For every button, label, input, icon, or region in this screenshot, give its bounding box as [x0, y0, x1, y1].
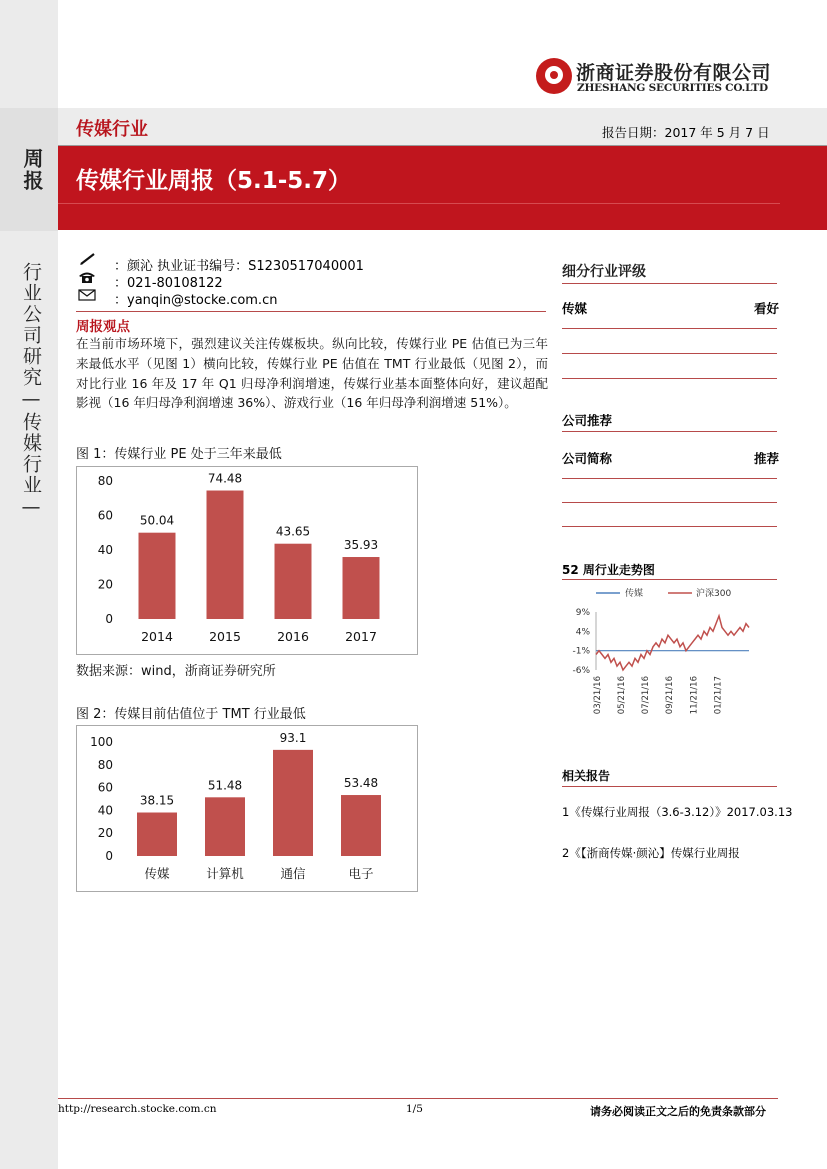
bar-data-label: 93.1	[279, 730, 307, 745]
bar	[205, 797, 245, 856]
fig1-caption: 图 1：传媒行业 PE 处于三年来最低	[76, 447, 282, 462]
x-tick-label: 07/21/16	[641, 676, 652, 715]
rating-row-rule	[562, 378, 777, 379]
y-tick-label: 40	[97, 803, 113, 818]
company-name-en: ZHESHANG SECURITIES CO.LTD	[577, 82, 768, 94]
bar-data-label: 53.48	[343, 776, 379, 791]
company-heading: 公司推荐	[562, 413, 613, 428]
bar	[343, 557, 380, 619]
company-row-rule	[562, 502, 777, 503]
trend-heading-rule	[562, 579, 777, 580]
footer-page-number: 1/5	[406, 1103, 423, 1115]
rating-heading-rule	[562, 283, 777, 284]
rating-value: 看好	[754, 301, 780, 316]
company-row-rule	[562, 526, 777, 527]
fig2-chart	[77, 726, 417, 891]
x-tick-label: 03/21/16	[593, 676, 603, 715]
report-date: 报告日期：2017 年 5 月 7 日	[602, 125, 770, 140]
y-tick-label: 60	[97, 780, 113, 795]
y-tick-label: 20	[97, 826, 113, 841]
company-col1: 公司简称	[562, 451, 613, 466]
legend-label-hs300: 沪深300	[696, 589, 732, 599]
footer-rule	[58, 1098, 778, 1099]
bar-data-label: 51.48	[207, 778, 243, 793]
y-tick-label: 40	[97, 543, 113, 557]
bar	[139, 533, 176, 619]
related-report-2[interactable]: 2《【浙商传媒·颜沁】传媒行业周报	[562, 846, 740, 860]
bar	[137, 813, 177, 856]
phone-icon	[78, 270, 96, 284]
x-tick-label: 计算机	[206, 866, 244, 881]
analyst-name-line: ：颜沁 执业证书编号：S1230517040001	[114, 259, 364, 274]
related-report-1[interactable]: 1《传媒行业周报（3.6-3.12）》2017.03.13	[562, 805, 793, 819]
bar-data-label: 43.65	[275, 524, 311, 539]
fig1-chart	[77, 467, 417, 654]
company-name-cn: 浙商证券股份有限公司	[576, 62, 772, 84]
y-tick-label: 80	[97, 757, 113, 772]
x-tick-label: 01/21/17	[713, 676, 724, 715]
y-tick-label: 60	[97, 508, 113, 523]
bar-data-label: 50.04	[139, 513, 175, 528]
analyst-email[interactable]: ：yanqin@stocke.com.cn	[114, 293, 278, 308]
rating-industry: 传媒	[562, 301, 588, 316]
y-tick-label: 100	[90, 735, 113, 749]
industry-label: 传媒行业	[76, 119, 148, 140]
x-tick-label: 2016	[277, 629, 309, 644]
bar-data-label: 74.48	[207, 471, 243, 486]
title-band-line	[58, 203, 780, 204]
bar	[207, 491, 244, 619]
divider	[76, 311, 546, 312]
fig1-source: 数据来源：wind，浙商证券研究所	[76, 664, 276, 679]
side-top-label: 周报	[20, 148, 44, 192]
x-tick-label: 09/21/16	[665, 676, 676, 715]
side-vertical-label: 行业公司研究—传媒行业—	[20, 262, 42, 520]
rating-row-rule	[562, 353, 777, 354]
bar	[273, 750, 313, 856]
legend-label-media: 传媒	[625, 589, 644, 599]
related-heading: 相关报告	[562, 769, 611, 783]
y-tick-label: -1%	[572, 646, 590, 657]
bar	[341, 795, 381, 856]
bar-data-label: 38.15	[139, 793, 175, 808]
y-tick-label: 9%	[575, 608, 590, 618]
company-col2: 推荐	[754, 451, 780, 466]
viewpoint-heading: 周报观点	[76, 319, 130, 335]
series-line-hs300	[596, 616, 749, 670]
page-title: 传媒行业周报（5.1-5.7）	[76, 168, 352, 194]
y-tick-label: 0	[105, 849, 113, 863]
rating-heading: 细分行业评级	[562, 264, 646, 280]
bar-data-label: 35.93	[343, 538, 379, 553]
trend-chart	[562, 582, 777, 722]
fig2-chart-frame	[76, 725, 418, 892]
company-row-rule	[562, 478, 777, 479]
x-tick-label: 2015	[209, 629, 241, 644]
x-tick-label: 2014	[141, 629, 173, 644]
x-tick-label: 传媒	[144, 866, 170, 881]
logo-core	[550, 71, 558, 79]
email-icon	[78, 288, 96, 302]
x-tick-label: 通信	[280, 866, 306, 881]
trend-heading: 52 周行业走势图	[562, 563, 655, 577]
analyst-phone: ：021-80108122	[114, 276, 223, 291]
pen-icon	[79, 252, 97, 266]
x-tick-label: 2017	[345, 629, 377, 644]
x-tick-label: 电子	[348, 866, 374, 881]
y-tick-label: 20	[97, 577, 113, 592]
fig1-chart-frame	[76, 466, 418, 655]
y-tick-label: -6%	[572, 666, 590, 676]
x-tick-label: 05/21/16	[617, 676, 628, 715]
y-tick-label: 0	[105, 612, 113, 626]
viewpoint-text: 在当前市场环境下，强烈建议关注传媒板块。纵向比较，传媒行业 PE 估值已为三年来最低水平（见图 1）横向比较，传媒行业 PE 估值在 TMT 行业最低（见图 2），而对比行业 16 年及 17 年 Q1 归母净利润增速，传媒行业基本面整体向好，建议超配影视（16 年归母净利润增速 36%）、游戏行业（16 年归母净利润增速 51%）。	[76, 336, 548, 411]
bar	[275, 544, 312, 619]
company-heading-rule	[562, 431, 777, 432]
y-tick-label: 80	[97, 474, 113, 488]
footer-disclaimer: 请务必阅读正文之后的免责条款部分	[590, 1105, 766, 1118]
related-heading-rule	[562, 786, 777, 787]
fig2-caption: 图 2：传媒目前估值位于 TMT 行业最低	[76, 707, 306, 722]
footer-url[interactable]: http://research.stocke.com.cn	[58, 1103, 217, 1115]
x-tick-label: 11/21/16	[689, 676, 700, 715]
rating-row-rule	[562, 328, 777, 329]
y-tick-label: 4%	[575, 627, 590, 638]
